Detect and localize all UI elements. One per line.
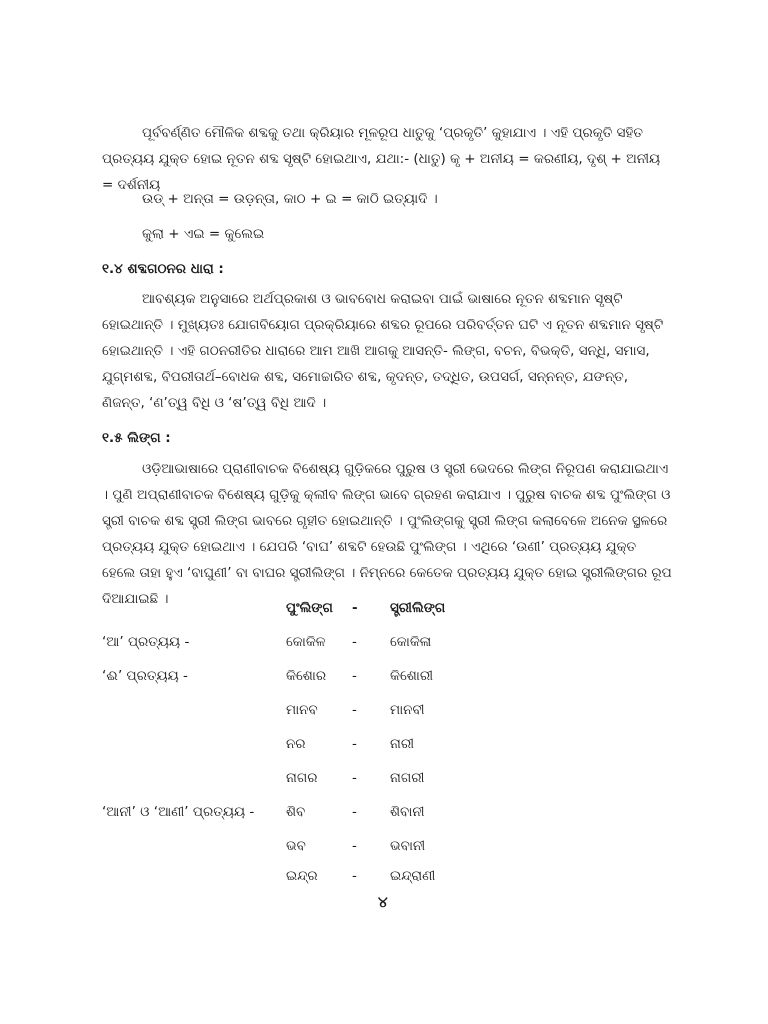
intro-example-1: ଉଡ୍ + ଅନ୍ତା = ଉଡ଼ନ୍ତା, କାଠ + ଇ = କାଠି ଇତ୍ୟାଦି । xyxy=(142,191,438,207)
table-row xyxy=(102,770,662,792)
masculine-word: କୋକିଳ xyxy=(286,634,326,650)
section-1-4-paragraph xyxy=(102,286,672,416)
row-dash: - xyxy=(352,736,357,752)
table-row xyxy=(102,702,662,724)
section-1-4-text: ଆବଶ୍ୟକ ଅନୁସାରେ ଅର୍ଥପ୍ରକାଶ ଓ ଭାବବୋଧ କରାଇବା ପାଇଁ ଭାଷାରେ ନୂତନ ଶବ୍ଦମାନ ସୃଷ୍ଟି ହୋଇଥାନ୍ତି । ମୁଖ୍ୟତଃ ଯୋଗବିୟୋଗ ପ୍ରକ୍ରିୟାରେ ଶବ୍ଦର ରୂପରେ ପରିବର୍ତ୍ତନ ଘଟି ଏ ନୂତନ ଶବ୍ଦମାନ ସୃଷ୍ଟି ହୋଇଥାନ୍ତି । ଏହି ଗଠନରୀତିର ଧାରାରେ ଆମ ଆଖି ଆଗକୁ ଆସନ୍ତି- ଲିଙ୍ଗ, ବଚନ, ବିଭକ୍ତି, ସନ୍ଧି, ସମାସ, ଯୁଗ୍ମଶବ୍ଦ, ବିପରୀତାର୍ଥ–ବୋଧକ ଶବ୍ଦ, ସମୋଚ୍ଚାରିତ ଶବ୍ଦ, କୃଦନ୍ତ, ତଦ୍ଧିତ, ଉପସର୍ଗ, ସନ୍ନନ୍ତ, ଯଙନ୍ତ, ଣିଜନ୍ତ, ‘ଣ’ତ୍ୱ ବିଧି ଓ ‘ଷ’ତ୍ୱ ବିଧି ଆଦି । xyxy=(102,291,664,411)
row-dash: - xyxy=(352,804,357,820)
suffix-label: ‘ଈ’ ପ୍ରତ୍ୟୟ - xyxy=(102,668,188,684)
feminine-word: ନାରୀ xyxy=(390,736,415,752)
feminine-word: ଇନ୍ଦ୍ରାଣୀ xyxy=(390,868,436,884)
page-number: ୪ xyxy=(378,893,388,911)
feminine-word: ଭବାନୀ xyxy=(390,838,426,854)
table-row xyxy=(102,736,662,758)
feminine-word: ଶିବାନୀ xyxy=(390,804,425,820)
masculine-word: ମାନବ xyxy=(286,702,318,718)
row-dash: - xyxy=(352,838,357,854)
table-row xyxy=(102,804,662,826)
masculine-word: ଇନ୍ଦ୍ର xyxy=(286,868,318,884)
header-masculine: ପୁଂଲିଙ୍ଗ xyxy=(286,600,333,616)
suffix-label: ‘ଆ’ ପ୍ରତ୍ୟୟ - xyxy=(102,634,190,650)
feminine-word: କୋକିଳା xyxy=(390,634,432,650)
header-feminine: ସ୍ତ୍ରୀଲିଙ୍ଗ xyxy=(390,600,446,616)
table-row xyxy=(102,838,662,860)
table-row xyxy=(102,868,662,890)
table-row xyxy=(102,668,662,690)
intro-text: ପୂର୍ବବର୍ଣ୍ଣିତ ମୌଳିକ ଶବ୍ଦକୁ ତଥା କ୍ରିୟାର ମୂଳରୂପ ଧାତୁକୁ ‘ପ୍ରକୃତି’ କୁହାଯାଏ । ଏହି ପ୍ରକୃତି ସହିତ ପ୍ରତ୍ୟୟ ଯୁକ୍ତ ହୋଇ ନୂତନ ଶବ୍ଦ ସୃଷ୍ଟି ହୋଇଥାଏ, ଯଥା:- (ଧାତୁ) କୃ + ଅନୀୟ = କରଣୀୟ, ଦୃଶ୍ + ଅନୀୟ = ଦର୍ଶନୀୟ xyxy=(102,125,661,193)
feminine-word: ନାଗରୀ xyxy=(390,770,425,786)
suffix-label: ‘ଆନୀ’ ଓ ‘ଆଣୀ’ ପ୍ରତ୍ୟୟ - xyxy=(102,804,255,820)
row-dash: - xyxy=(352,868,357,884)
masculine-word: ଶିବ xyxy=(286,804,306,820)
row-dash: - xyxy=(352,702,357,718)
masculine-word: ଭବ xyxy=(286,838,306,854)
row-dash: - xyxy=(352,770,357,786)
masculine-word: ନାଗର xyxy=(286,770,318,786)
section-1-5-text: ଓଡ଼ିଆଭାଷାରେ ପ୍ରାଣୀବାଚକ ବିଶେଷ୍ୟ ଗୁଡ଼ିକରେ ପୁରୁଷ ଓ ସ୍ତ୍ରୀ ଭେଦରେ ଲିଙ୍ଗ ନିରୂପଣ କରାଯାଇଥାଏ । ପୁଣି ଅପ୍ରାଣୀବାଚକ ବିଶେଷ୍ୟ ଗୁଡ଼ିକୁ କ୍ଲୀବ ଲିଙ୍ଗ ଭାବେ ଗ୍ରହଣ କରାଯାଏ । ପୁରୁଷ ବାଚକ ଶବ୍ଦ ପୁଂଲିଙ୍ଗ ଓ ସ୍ତ୍ରୀ ବାଚକ ଶବ୍ଦ ସ୍ତ୍ରୀ ଲିଙ୍ଗ ଭାବରେ ଗୃହୀତ ହୋଇଥାନ୍ତି । ପୁଂଲିଙ୍ଗକୁ ସ୍ତ୍ରୀ ଲିଙ୍ଗ କଲାବେଳେ ଅନେକ ସ୍ଥଳରେ ପ୍ରତ୍ୟୟ ଯୁକ୍ତ ହୋଇଥାଏ । ଯେପରି ‘ବାଘ’ ଶବ୍ଦଟି ହେଉଛି ପୁଂଲିଙ୍ଗ । ଏଥିରେ ‘ଉଣୀ’ ପ୍ରତ୍ୟୟ ଯୁକ୍ତ ହେଲେ ତାହା ହୁଏ ‘ବାଘୁଣୀ’ ବା ବାଘର ସ୍ତ୍ରୀଲିଙ୍ଗ । ନିମ୍ନରେ କେତେକ ପ୍ରତ୍ୟୟ ଯୁକ୍ତ ହୋଇ ସ୍ତ୍ରୀଲିଙ୍ଗର ରୂପ ଦିଆଯାଇଛି । xyxy=(102,461,672,607)
intro-paragraph xyxy=(102,120,672,198)
header-dash: - xyxy=(352,600,358,616)
feminine-word: ମାନବୀ xyxy=(390,702,425,718)
section-heading-1-5: ୧.୫ ଲିଙ୍ଗ : xyxy=(102,430,171,446)
row-dash: - xyxy=(352,668,357,684)
section-heading-1-4: ୧.୪ ଶବ୍ଦଗଠନର ଧାରା : xyxy=(102,261,224,277)
table-row xyxy=(102,634,662,656)
feminine-word: କିଶୋରୀ xyxy=(390,668,434,684)
section-1-5-paragraph xyxy=(102,456,672,612)
table-header-row xyxy=(102,600,662,622)
row-dash: - xyxy=(352,634,357,650)
masculine-word: ନର xyxy=(286,736,306,752)
masculine-word: କିଶୋର xyxy=(286,668,327,684)
intro-example-2: କୁଲା + ଏଇ = କୁଲେଇ xyxy=(142,226,265,242)
